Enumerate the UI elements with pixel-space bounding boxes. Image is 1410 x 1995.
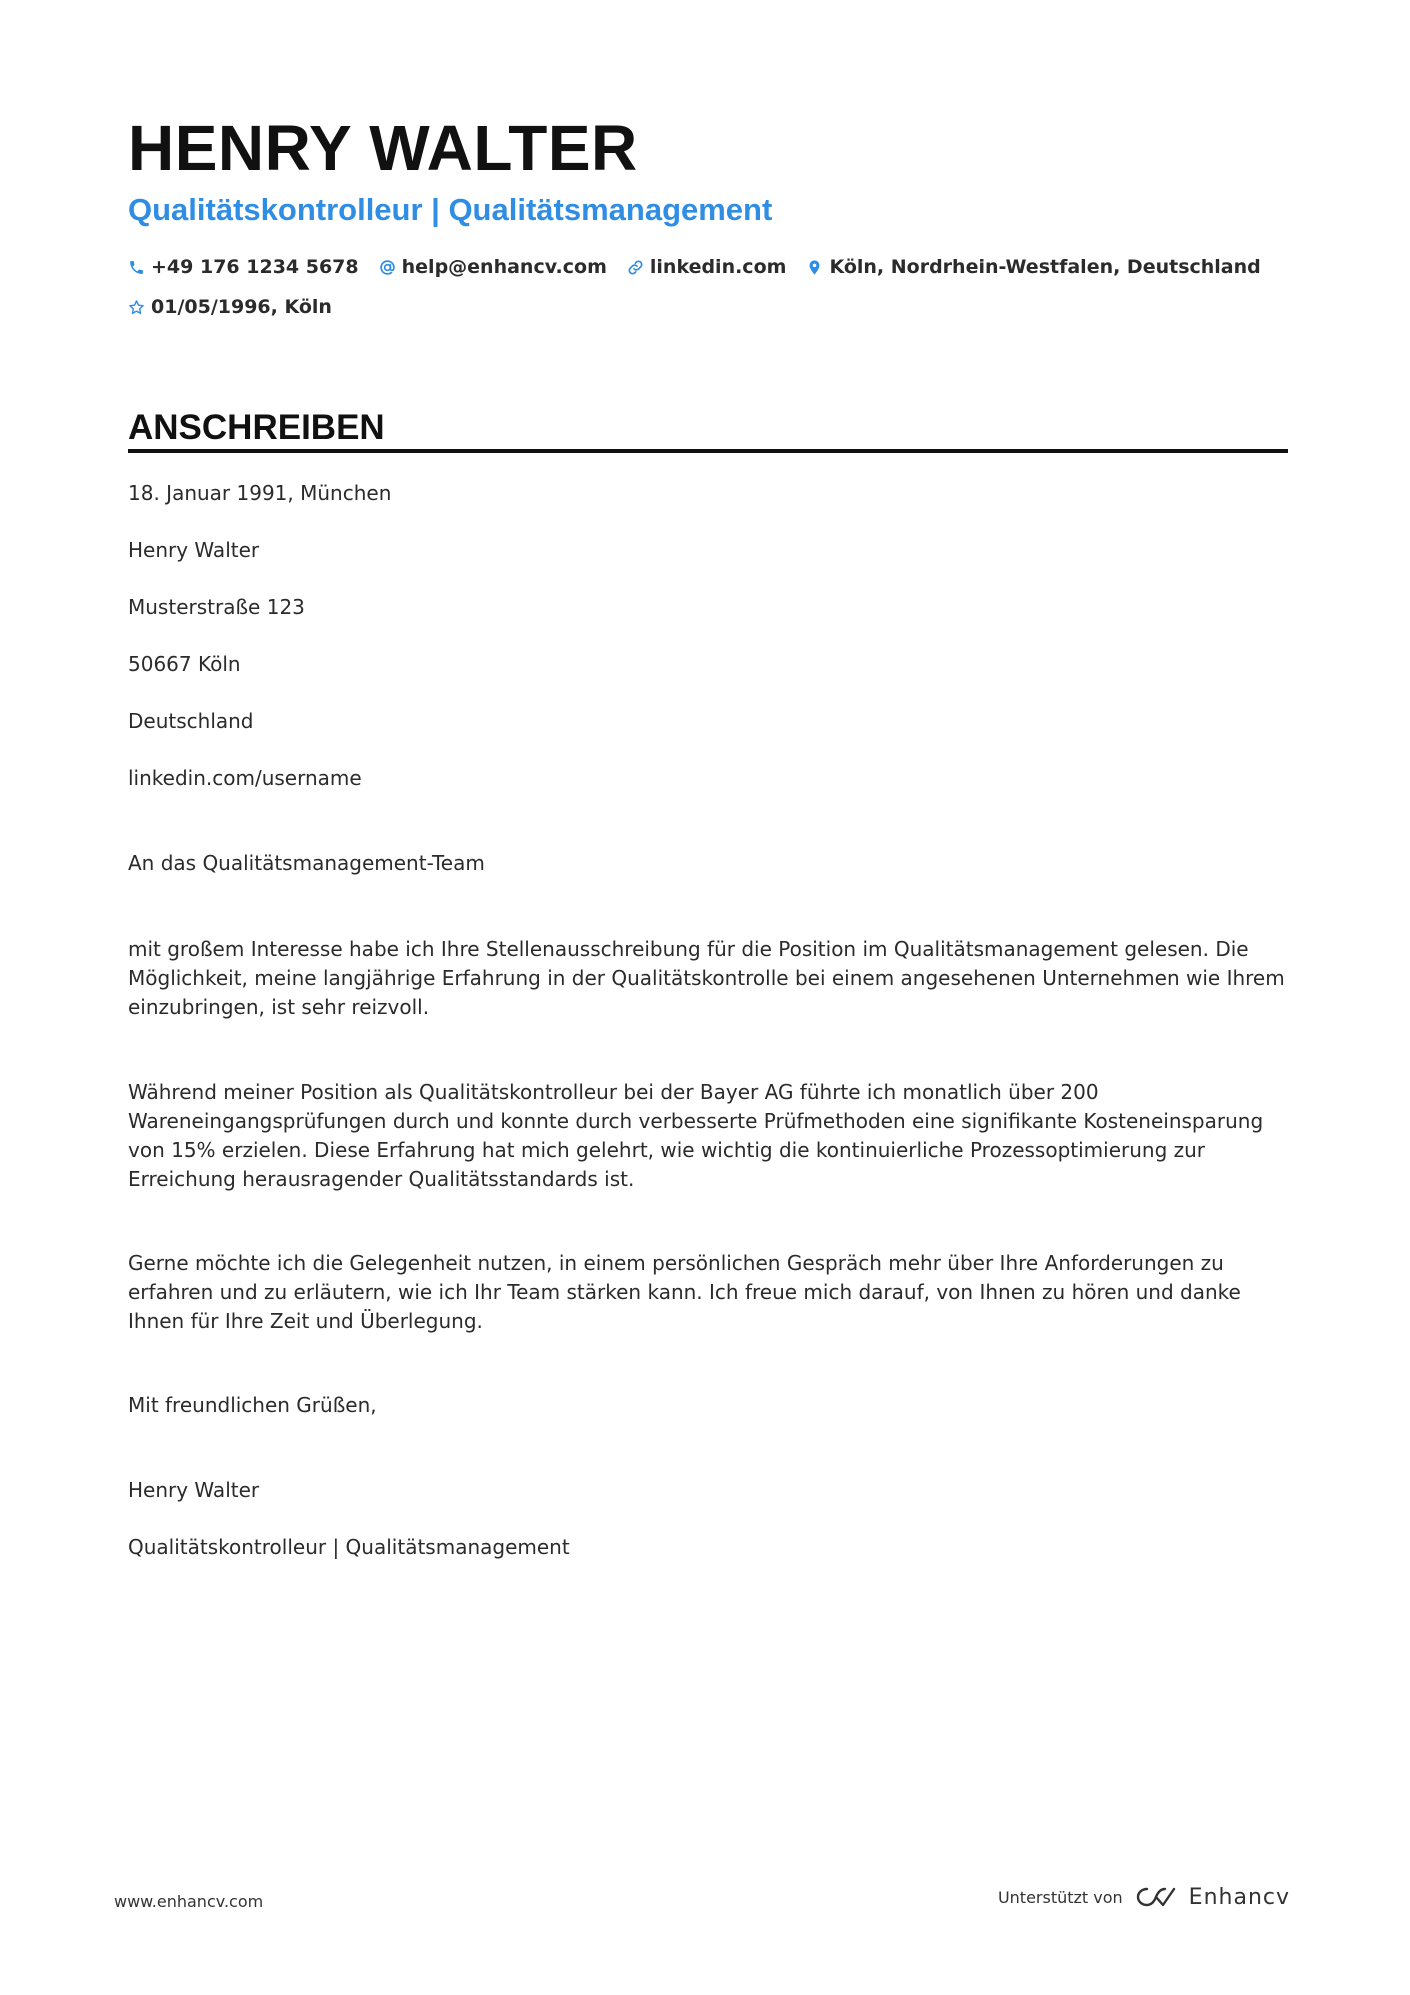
letter-paragraph: Während meiner Position als Qualitätskontrolleur bei der Bayer AG führte ich monatlich über 200 Wareneingangsprüfungen durch und konnte durch verbesserte Prüfmethoden eine signifikante Kosteneinsparung von 15% erzielen. Diese Erfahrung hat mich gelehrt, wie wichtig die kontinuierliche Prozessoptimierung zur Erreichung herausragender Qualitätsstandards ist. bbox=[128, 1080, 1264, 1191]
sender-profile: linkedin.com/username bbox=[128, 766, 362, 790]
letter-recipient: An das Qualitätsmanagement-Team bbox=[128, 851, 485, 875]
letter-closing: Mit freundlichen Grüßen, bbox=[128, 1393, 377, 1417]
candidate-headline: Qualitätskontrolleur | Qualitätsmanagement bbox=[128, 192, 773, 227]
contact-linkedin[interactable] bbox=[627, 252, 787, 282]
contact-email-text: help@enhancv.com bbox=[401, 256, 607, 278]
contact-linkedin-text: linkedin.com bbox=[649, 256, 787, 278]
contact-email[interactable] bbox=[379, 252, 607, 282]
letter-paragraph: Gerne möchte ich die Gelegenheit nutzen, in einem persönlichen Gespräch mehr über Ihre Anforderungen zu erfahren und zu erläutern, wie ich Ihr Team stärken kann. Ich freue mich darauf, von Ihnen zu hören und danke Ihnen für Ihre Zeit und Überlegung. bbox=[128, 1251, 1241, 1333]
section-title: ANSCHREIBEN bbox=[128, 408, 385, 447]
phone-icon bbox=[128, 259, 145, 276]
footer-website[interactable]: www.enhancv.com bbox=[114, 1892, 264, 1911]
sender-country: Deutschland bbox=[128, 709, 254, 733]
contact-bar bbox=[128, 252, 1288, 322]
sender-city: 50667 Köln bbox=[128, 652, 241, 676]
contact-phone-text: +49 176 1234 5678 bbox=[151, 256, 359, 278]
contact-location-text: Köln, Nordrhein-Westfalen, Deutschland bbox=[829, 256, 1261, 278]
star-icon bbox=[128, 299, 145, 316]
signature-title: Qualitätskontrolleur | Qualitätsmanagement bbox=[128, 1535, 570, 1559]
candidate-name: HENRY WALTER bbox=[128, 112, 638, 184]
contact-phone[interactable] bbox=[128, 252, 359, 282]
contact-birth bbox=[128, 292, 332, 322]
footer-branding[interactable] bbox=[998, 1884, 1290, 1910]
contact-birth-text: 01/05/1996, Köln bbox=[151, 296, 332, 318]
link-icon bbox=[627, 259, 644, 276]
enhancv-logo-icon bbox=[1133, 1884, 1179, 1910]
at-icon bbox=[379, 259, 396, 276]
sender-name: Henry Walter bbox=[128, 538, 260, 562]
brand-name: Enhancv bbox=[1188, 1884, 1290, 1910]
location-icon bbox=[806, 259, 823, 276]
letter-date-place: 18. Januar 1991, München bbox=[128, 481, 392, 505]
sender-street: Musterstraße 123 bbox=[128, 595, 305, 619]
letter-paragraph: mit großem Interesse habe ich Ihre Stellenausschreibung für die Position im Qualitätsmanagement gelesen. Die Möglichkeit, meine langjährige Erfahrung in der Qualitätskontrolle bei einem angesehenen Unternehmen wie Ihrem einzubringen, ist sehr reizvoll. bbox=[128, 937, 1285, 1019]
section-divider bbox=[128, 449, 1288, 453]
powered-by-label: Unterstützt von bbox=[997, 1887, 1123, 1907]
signature-name: Henry Walter bbox=[128, 1478, 260, 1502]
contact-location bbox=[806, 252, 1260, 282]
